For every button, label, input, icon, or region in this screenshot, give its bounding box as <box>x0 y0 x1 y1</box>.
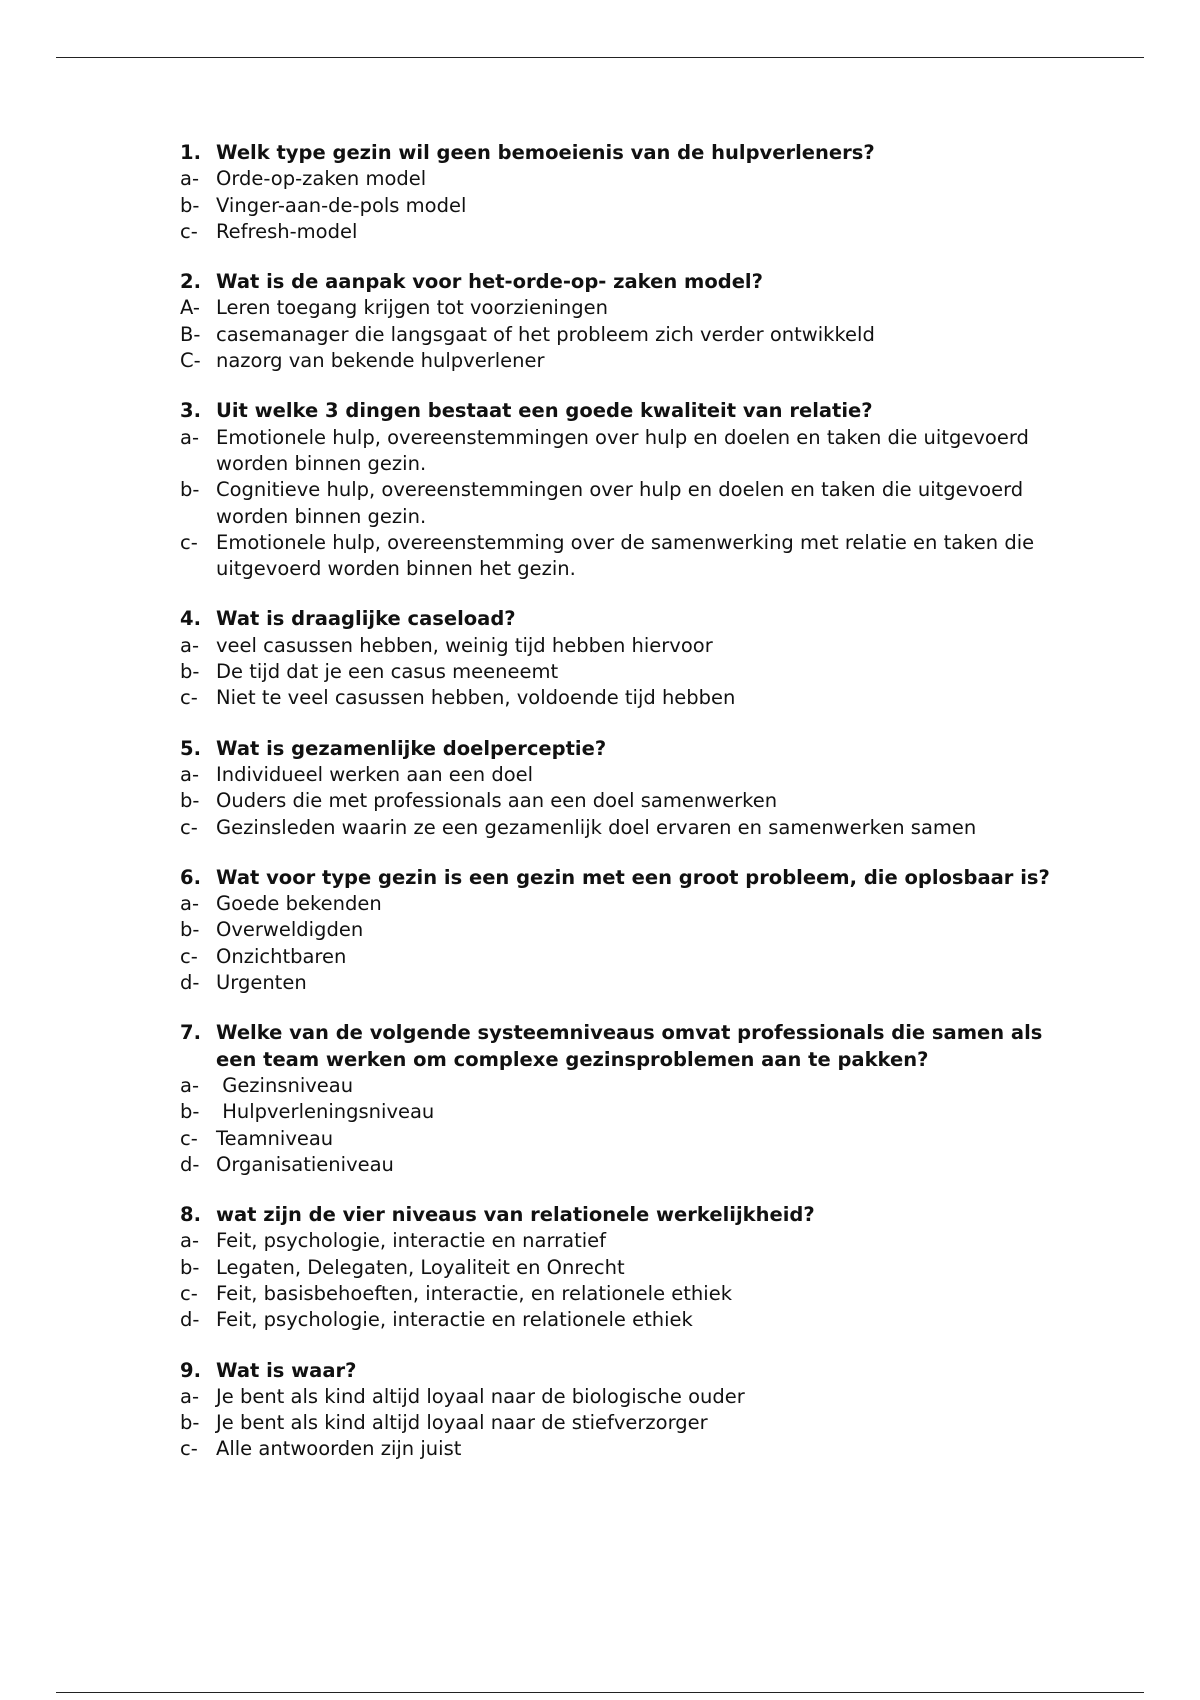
option-text: Feit, psychologie, interactie en relationele ethiek <box>216 1308 693 1332</box>
question-text: Wat voor type gezin is een gezin met een groot probleem, die oplosbaar is? <box>216 865 1050 889</box>
option-c <box>180 944 1060 970</box>
option-text: Alle antwoorden zijn juist <box>216 1437 462 1461</box>
option-label: c- <box>180 530 198 554</box>
option-text: nazorg van bekende hulpverlener <box>216 349 545 373</box>
option-text: Ouders die met professionals aan een doel samenwerken <box>216 789 778 813</box>
option-text: Orde-op-zaken model <box>216 167 427 191</box>
option-label: b- <box>180 478 200 502</box>
question-4 <box>180 606 1060 711</box>
option-label: c- <box>180 686 198 710</box>
option-text: casemanager die langsgaat of het probleem zich verder ontwikkeld <box>216 322 875 346</box>
option-c <box>180 1126 1060 1152</box>
option-a <box>180 762 1060 788</box>
option-label: c- <box>180 219 198 243</box>
question-title <box>180 1202 1060 1228</box>
option-label: b- <box>180 660 200 684</box>
question-list <box>180 140 1060 1487</box>
option-text: Refresh-model <box>216 219 358 243</box>
option-a <box>180 295 1060 321</box>
option-text: Niet te veel casussen hebben, voldoende tijd hebben <box>216 686 736 710</box>
option-label: a- <box>180 1229 199 1253</box>
option-label: d- <box>180 1308 200 1332</box>
option-b <box>180 193 1060 219</box>
question-6 <box>180 865 1060 996</box>
question-title <box>180 398 1060 424</box>
option-a <box>180 891 1060 917</box>
option-b <box>180 1099 1060 1125</box>
option-label: c- <box>180 1281 198 1305</box>
question-text: Wat is gezamenlijke doelperceptie? <box>216 736 607 760</box>
option-text: Leren toegang krijgen tot voorzieningen <box>216 296 608 320</box>
question-title <box>180 1358 1060 1384</box>
option-a <box>180 633 1060 659</box>
option-label: a- <box>180 1073 199 1097</box>
footer-rule <box>56 1692 1144 1693</box>
question-text: Wat is waar? <box>216 1358 357 1382</box>
option-label: A- <box>180 296 200 320</box>
question-2 <box>180 269 1060 374</box>
option-text: Urgenten <box>216 971 307 995</box>
option-d <box>180 1152 1060 1178</box>
option-text: Cognitieve hulp, overeenstemmingen over hulp en doelen en taken die uitgevoerd worden binnen gezin. <box>216 478 1030 528</box>
option-label: a- <box>180 892 199 916</box>
option-label: d- <box>180 971 200 995</box>
question-number: 6. <box>180 865 201 889</box>
option-text: De tijd dat je een casus meeneemt <box>216 660 559 684</box>
option-c <box>180 219 1060 245</box>
option-c <box>180 815 1060 841</box>
option-d <box>180 970 1060 996</box>
option-c <box>180 685 1060 711</box>
option-d <box>180 1307 1060 1333</box>
question-7 <box>180 1020 1060 1178</box>
option-a <box>180 425 1060 478</box>
question-number: 8. <box>180 1203 201 1227</box>
option-label: c- <box>180 1437 198 1461</box>
option-a <box>180 166 1060 192</box>
question-title <box>180 736 1060 762</box>
question-text: Wat is de aanpak voor het-orde-op- zaken model? <box>216 270 763 294</box>
question-5 <box>180 736 1060 841</box>
option-label: a- <box>180 167 199 191</box>
question-text: wat zijn de vier niveaus van relationele werkelijkheid? <box>216 1203 815 1227</box>
question-number: 5. <box>180 736 201 760</box>
question-text: Wat is draaglijke caseload? <box>216 607 516 631</box>
option-label: c- <box>180 815 198 839</box>
question-1 <box>180 140 1060 245</box>
option-label: c- <box>180 1126 198 1150</box>
option-text: Legaten, Delegaten, Loyaliteit en Onrecht <box>216 1255 625 1279</box>
option-text: Organisatieniveau <box>216 1152 394 1176</box>
option-a <box>180 1073 1060 1099</box>
option-b <box>180 322 1060 348</box>
question-3 <box>180 398 1060 582</box>
question-8 <box>180 1202 1060 1333</box>
header-rule <box>56 57 1144 58</box>
option-label: b- <box>180 1255 200 1279</box>
question-title <box>180 140 1060 166</box>
option-text: Gezinsleden waarin ze een gezamenlijk doel ervaren en samenwerken samen <box>216 815 977 839</box>
option-c <box>180 348 1060 374</box>
question-text: Welke van de volgende systeemniveaus omvat professionals die samen als een team werken om complexe gezinsproblemen aan te pakken? <box>216 1021 1043 1071</box>
question-number: 2. <box>180 270 201 294</box>
question-title <box>180 606 1060 632</box>
option-label: c- <box>180 944 198 968</box>
option-text: Individueel werken aan een doel <box>216 762 534 786</box>
question-number: 4. <box>180 607 201 631</box>
option-text: Feit, basisbehoeften, interactie, en relationele ethiek <box>216 1281 732 1305</box>
option-text: Emotionele hulp, overeenstemming over de samenwerking met relatie en taken die uitgevoerd worden binnen het gezin. <box>216 530 1041 581</box>
option-label: b- <box>180 1100 200 1124</box>
option-label: B- <box>180 322 201 346</box>
option-a <box>180 1228 1060 1254</box>
option-label: b- <box>180 1411 200 1435</box>
option-text: Je bent als kind altijd loyaal naar de biologische ouder <box>216 1384 745 1408</box>
option-text: Feit, psychologie, interactie en narratief <box>216 1229 607 1253</box>
question-number: 3. <box>180 399 201 423</box>
option-text: Vinger-aan-de-pols model <box>216 193 467 217</box>
option-label: a- <box>180 633 199 657</box>
question-number: 1. <box>180 141 201 164</box>
option-text: Overweldigden <box>216 918 364 942</box>
option-c <box>180 530 1060 583</box>
option-text: Goede bekenden <box>216 892 382 916</box>
option-c <box>180 1436 1060 1462</box>
option-label: a- <box>180 762 199 786</box>
option-a <box>180 1384 1060 1410</box>
question-text: Welk type gezin wil geen bemoeienis van de hulpverleners? <box>216 141 875 164</box>
question-9 <box>180 1358 1060 1463</box>
option-label: b- <box>180 789 200 813</box>
question-title <box>180 865 1060 891</box>
option-text: Je bent als kind altijd loyaal naar de stiefverzorger <box>216 1411 708 1435</box>
question-number: 7. <box>180 1021 201 1045</box>
option-label: C- <box>180 349 201 373</box>
option-label: b- <box>180 918 200 942</box>
question-title <box>180 1020 1060 1073</box>
option-b <box>180 917 1060 943</box>
option-b <box>180 477 1060 530</box>
option-text: veel casussen hebben, weinig tijd hebben hiervoor <box>216 633 713 657</box>
option-b <box>180 659 1060 685</box>
option-label: a- <box>180 425 199 449</box>
option-label: a- <box>180 1384 199 1408</box>
option-b <box>180 788 1060 814</box>
option-text: Emotionele hulp, overeenstemmingen over hulp en doelen en taken die uitgevoerd worden binnen gezin. <box>216 425 1036 475</box>
option-text: Gezinsniveau <box>216 1073 354 1097</box>
option-text: Hulpverleningsniveau <box>216 1100 435 1124</box>
option-b <box>180 1255 1060 1281</box>
option-text: Teamniveau <box>216 1126 334 1150</box>
question-text: Uit welke 3 dingen bestaat een goede kwaliteit van relatie? <box>216 399 873 423</box>
option-label: b- <box>180 193 200 217</box>
option-label: d- <box>180 1152 200 1176</box>
question-number: 9. <box>180 1358 201 1382</box>
option-c <box>180 1281 1060 1307</box>
option-b <box>180 1410 1060 1436</box>
option-text: Onzichtbaren <box>216 944 347 968</box>
question-title <box>180 269 1060 295</box>
